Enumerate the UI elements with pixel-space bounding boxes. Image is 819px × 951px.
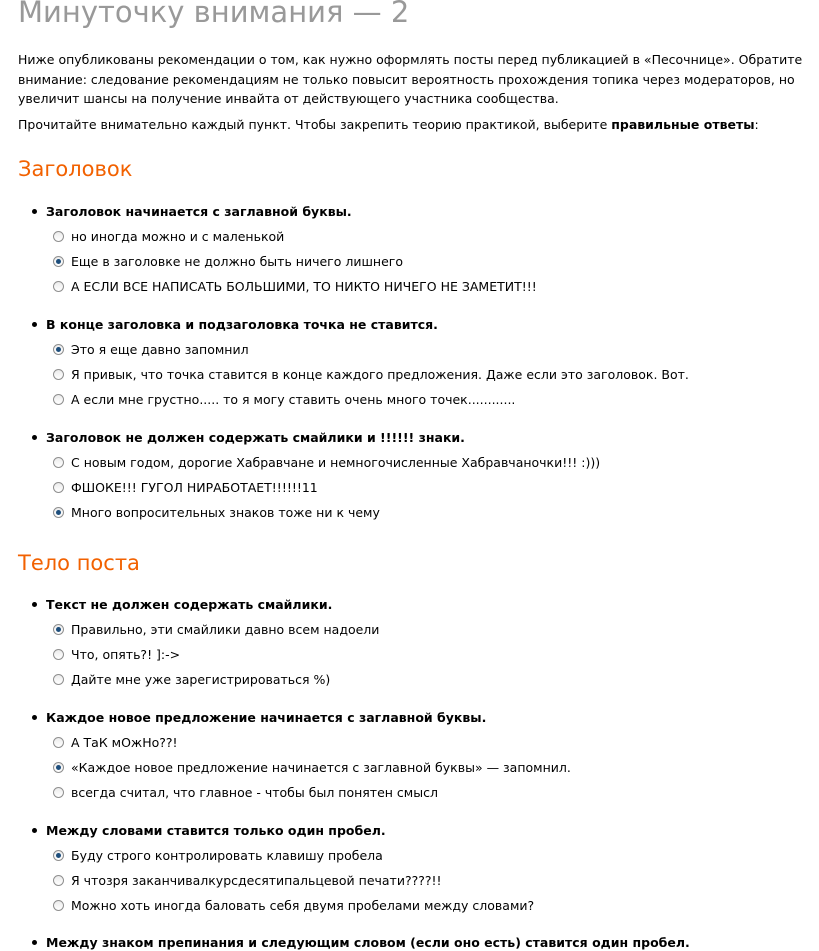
question-head: [32, 202, 352, 222]
option-label: Буду строго контролировать клавишу пробела: [71, 848, 383, 863]
option-label: ФШОКЕ!!! ГУГОЛ НИРАБОТАЕТ!!!!!!11: [71, 480, 318, 495]
question-text: Между знаком препинания и следующим словом (если оно есть) ставится один пробел.: [46, 935, 690, 950]
answer-option[interactable]: [53, 340, 249, 360]
answer-option[interactable]: [53, 277, 537, 297]
radio-button[interactable]: [53, 482, 64, 493]
question-head: [32, 595, 332, 615]
radio-button[interactable]: [53, 344, 64, 355]
radio-button[interactable]: [53, 762, 64, 773]
question-head: [32, 315, 438, 335]
option-label: А ЕСЛИ ВСЕ НАПИСАТЬ БОЛЬШИМИ, ТО НИКТО НИЧЕГО НЕ ЗАМЕТИТ!!!: [71, 279, 537, 294]
question-head: [32, 708, 486, 728]
radio-button[interactable]: [53, 787, 64, 798]
question-text: Заголовок не должен содержать смайлики и !!!!!! знаки.: [46, 430, 465, 445]
radio-button[interactable]: [53, 394, 64, 405]
page-title: Минуточку внимания — 2: [18, 0, 410, 29]
question-text: Текст не должен содержать смайлики.: [46, 597, 333, 612]
bullet-icon: [32, 322, 37, 327]
radio-button[interactable]: [53, 875, 64, 886]
instruction-text: [18, 115, 808, 135]
option-label: А если мне грустно..... то я могу ставить очень много точек............: [71, 392, 516, 407]
answer-option[interactable]: [53, 620, 379, 640]
radio-button[interactable]: [53, 507, 64, 518]
instruction-before: Прочитайте внимательно каждый пункт. Чтобы закрепить теорию практикой, выберите: [18, 117, 612, 132]
option-label: Я привык, что точка ставится в конце каждого предложения. Даже если это заголовок. Вот.: [71, 367, 689, 382]
answer-option[interactable]: [53, 478, 318, 498]
option-label: но иногда можно и с маленькой: [71, 229, 285, 244]
question-head: [32, 428, 465, 448]
option-label: Правильно, эти смайлики давно всем надоели: [71, 622, 380, 637]
option-label: «Каждое новое предложение начинается с заглавной буквы» — запомнил.: [71, 760, 571, 775]
radio-button[interactable]: [53, 900, 64, 911]
question-head: [32, 933, 690, 951]
answer-option[interactable]: [53, 453, 600, 473]
question-text: Между словами ставится только один пробел.: [46, 823, 386, 838]
intro-text: Ниже опубликованы рекомендации о том, как нужно оформлять посты перед публикацией в «Песочнице». Обратите внимание: следование рекомендациям не только повысит вероятность прохождения топика через модераторов, но увеличит шансы на получение инвайта от действующего участника сообщества.: [18, 52, 803, 106]
option-label: А ТаК мОжНо??!: [71, 735, 178, 750]
radio-button[interactable]: [53, 850, 64, 861]
answer-option[interactable]: [53, 758, 571, 778]
radio-button[interactable]: [53, 737, 64, 748]
answer-option[interactable]: [53, 252, 403, 272]
question-text: Заголовок начинается с заглавной буквы.: [46, 204, 352, 219]
radio-button[interactable]: [53, 369, 64, 380]
answer-option[interactable]: [53, 365, 689, 385]
option-label: Это я еще давно запомнил: [71, 342, 249, 357]
answer-option[interactable]: [53, 896, 534, 916]
option-label: Еще в заголовке не должно быть ничего лишнего: [71, 254, 403, 269]
answer-option[interactable]: [53, 390, 515, 410]
answer-option[interactable]: [53, 503, 380, 523]
option-label: Дайте мне уже зарегистрироваться %): [71, 672, 331, 687]
option-label: Я чтозря заканчивалкурсдесятипальцевой печати????!!: [71, 873, 442, 888]
bullet-icon: [32, 940, 37, 945]
question-text: В конце заголовка и подзаголовка точка не ставится.: [46, 317, 438, 332]
radio-button[interactable]: [53, 231, 64, 242]
section-title-heading: Заголовок: [18, 157, 133, 181]
instruction-bold: правильные ответы: [611, 117, 755, 132]
answer-option[interactable]: [53, 871, 442, 891]
answer-option[interactable]: [53, 783, 438, 803]
radio-button[interactable]: [53, 457, 64, 468]
bullet-icon: [32, 435, 37, 440]
radio-button[interactable]: [53, 281, 64, 292]
radio-button[interactable]: [53, 624, 64, 635]
radio-button[interactable]: [53, 649, 64, 660]
instruction-after: :: [754, 117, 759, 132]
answer-option[interactable]: [53, 846, 383, 866]
option-label: Много вопросительных знаков тоже ни к чему: [71, 505, 380, 520]
option-label: Можно хоть иногда баловать себя двумя пробелами между словами?: [71, 898, 535, 913]
section-title-body: Тело поста: [18, 551, 140, 575]
answer-option[interactable]: [53, 645, 180, 665]
answer-option[interactable]: [53, 670, 330, 690]
option-label: Что, опять?! ]:->: [71, 647, 181, 662]
question-head: [32, 821, 386, 841]
option-label: всегда считал, что главное - чтобы был понятен смысл: [71, 785, 438, 800]
question-text: Каждое новое предложение начинается с заглавной буквы.: [46, 710, 487, 725]
answer-option[interactable]: [53, 733, 178, 753]
option-label: С новым годом, дорогие Хабравчане и немногочисленные Хабравчаночки!!! :))): [71, 455, 601, 470]
bullet-icon: [32, 828, 37, 833]
radio-button[interactable]: [53, 674, 64, 685]
bullet-icon: [32, 209, 37, 214]
answer-option[interactable]: [53, 227, 284, 247]
bullet-icon: [32, 602, 37, 607]
radio-button[interactable]: [53, 256, 64, 267]
bullet-icon: [32, 715, 37, 720]
